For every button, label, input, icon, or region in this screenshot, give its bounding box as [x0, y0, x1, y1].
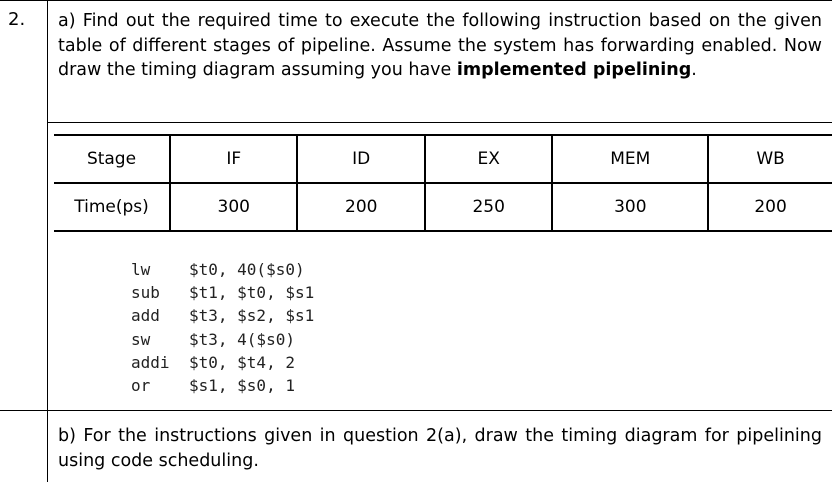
opcode: add — [131, 306, 160, 326]
table-cell: Time(ps) — [54, 183, 170, 231]
part-a-text-end: . — [691, 60, 697, 80]
opcode: sub — [131, 283, 160, 303]
table-header-row — [54, 135, 832, 183]
table-cell: ID — [297, 135, 424, 183]
table-cell: 200 — [297, 183, 424, 231]
operands: $t1, $t0, $s1 — [189, 283, 315, 303]
table-cell: 300 — [170, 183, 297, 231]
instruction-list — [131, 258, 314, 397]
question-number: 2. — [8, 9, 26, 30]
table-row — [54, 183, 832, 231]
table-cell: EX — [425, 135, 552, 183]
instruction-line — [131, 258, 314, 281]
table-cell: 200 — [708, 183, 832, 231]
operands: $t3, 4($s0) — [189, 329, 295, 349]
operands: $s1, $s0, 1 — [189, 376, 295, 396]
instruction-line — [131, 374, 314, 397]
part-a-text — [58, 9, 822, 83]
table-cell: 250 — [425, 183, 552, 231]
table-cell: Stage — [54, 135, 170, 183]
separator-line — [47, 122, 832, 123]
table-cell: WB — [708, 135, 832, 183]
opcode: lw — [131, 260, 151, 279]
operands: $t0, 40($s0) — [189, 260, 305, 279]
stage-time-table — [54, 134, 832, 232]
part-b-text: b) For the instructions given in question 2(a), draw the timing diagram for pipelining using code scheduling. — [58, 426, 822, 471]
opcode: sw — [131, 329, 151, 349]
table-cell: 300 — [552, 183, 708, 231]
separator-line — [0, 410, 832, 411]
table-cell: MEM — [552, 135, 708, 183]
instruction-line — [131, 328, 314, 351]
top-border-line — [0, 0, 832, 1]
operands: $t3, $s2, $s1 — [189, 306, 315, 326]
instruction-line — [131, 351, 314, 374]
opcode: addi — [131, 352, 170, 372]
table-cell: IF — [170, 135, 297, 183]
instruction-line — [131, 304, 314, 327]
opcode: or — [131, 376, 151, 396]
operands: $t0, $t4, 2 — [189, 352, 295, 372]
part-a-text-start: a) Find out the required time to execute the following instruction based on the given table of different stages of pipeline. Assume the system has forwarding enabled. Now draw the timing diagram assuming you have — [58, 11, 822, 80]
part-a-bold-text: implemented pipelining — [456, 60, 692, 80]
instruction-line — [131, 281, 314, 304]
